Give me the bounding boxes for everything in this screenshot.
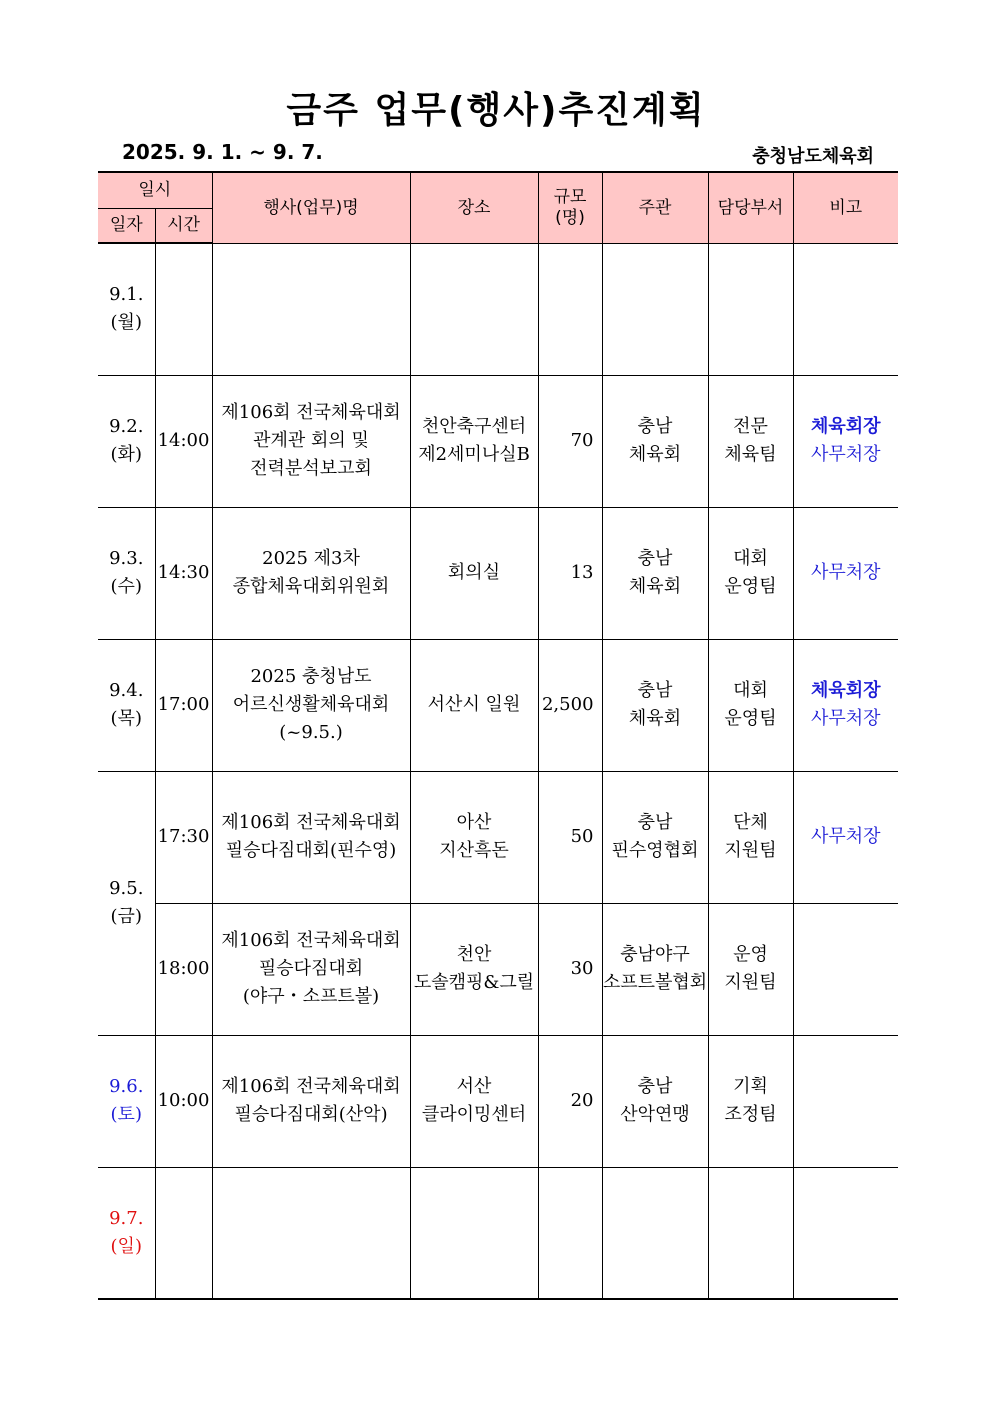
note-cell: 사무처장 — [793, 771, 898, 903]
note-cell: 사무처장 — [793, 507, 898, 639]
table-row — [98, 243, 898, 375]
place-cell: 서산시 일원 — [410, 639, 538, 771]
scale-cell: 30 — [538, 903, 602, 1035]
page-title: 금주 업무(행사)추진계획 — [286, 90, 706, 131]
dept-cell: 전문 체육팀 — [708, 375, 793, 507]
header-dept: 담당부서 — [708, 172, 793, 243]
header-datetime: 일시 — [98, 172, 212, 208]
time-cell: 17:00 — [155, 639, 212, 771]
table-row — [98, 375, 898, 507]
place-cell: 회의실 — [410, 507, 538, 639]
host-cell: 충남야구 소프트볼협회 — [602, 903, 708, 1035]
dept-cell: 기획 조정팀 — [708, 1035, 793, 1167]
time-cell — [155, 243, 212, 375]
time-cell: 14:00 — [155, 375, 212, 507]
dept-cell — [708, 243, 793, 375]
note-cell — [793, 243, 898, 375]
event-cell: 제106회 전국체육대회 필승다짐대회 (야구・소프트볼) — [212, 903, 410, 1035]
header-place: 장소 — [410, 172, 538, 243]
date-cell: 9.3. (수) — [98, 507, 155, 639]
host-cell — [602, 243, 708, 375]
note-cell — [793, 903, 898, 1035]
header-note: 비고 — [793, 172, 898, 243]
time-cell — [155, 1167, 212, 1299]
event-cell — [212, 243, 410, 375]
table-row — [98, 507, 898, 639]
scale-cell: 70 — [538, 375, 602, 507]
place-cell — [410, 1167, 538, 1299]
header-time: 시간 — [155, 208, 212, 243]
date-cell: 9.6. (토) — [98, 1035, 155, 1167]
scale-cell: 50 — [538, 771, 602, 903]
host-cell: 충남 핀수영협회 — [602, 771, 708, 903]
table-row — [98, 1167, 898, 1299]
header-event: 행사(업무)명 — [212, 172, 410, 243]
time-cell: 17:30 — [155, 771, 212, 903]
event-cell: 제106회 전국체육대회 필승다짐대회(산악) — [212, 1035, 410, 1167]
host-cell: 충남 산악연맹 — [602, 1035, 708, 1167]
note-cell: 체육회장 사무처장 — [793, 639, 898, 771]
place-cell: 천안 도솔캠핑&그릴 — [410, 903, 538, 1035]
time-cell: 10:00 — [155, 1035, 212, 1167]
header-host: 주관 — [602, 172, 708, 243]
event-cell — [212, 1167, 410, 1299]
date-cell: 9.2. (화) — [98, 375, 155, 507]
dept-cell: 단체 지원팀 — [708, 771, 793, 903]
table-row — [98, 771, 898, 903]
header-scale: 규모 (명) — [538, 172, 602, 243]
organization: 충청남도체육회 — [752, 146, 874, 167]
scale-cell — [538, 243, 602, 375]
event-cell: 2025 제3차 종합체육대회위원회 — [212, 507, 410, 639]
scale-cell: 2,500 — [538, 639, 602, 771]
table-row — [98, 1035, 898, 1167]
place-cell: 아산 지산흑돈 — [410, 771, 538, 903]
time-cell: 18:00 — [155, 903, 212, 1035]
header-date: 일자 — [98, 208, 155, 243]
event-cell: 제106회 전국체육대회 필승다짐대회(핀수영) — [212, 771, 410, 903]
date-cell: 9.4. (목) — [98, 639, 155, 771]
place-cell: 천안축구센터 제2세미나실B — [410, 375, 538, 507]
scale-cell: 20 — [538, 1035, 602, 1167]
place-cell — [410, 243, 538, 375]
dept-cell: 대회 운영팀 — [708, 507, 793, 639]
host-cell: 충남 체육회 — [602, 507, 708, 639]
dept-cell: 대회 운영팀 — [708, 639, 793, 771]
dept-cell — [708, 1167, 793, 1299]
table-row — [98, 903, 898, 1035]
place-cell: 서산 클라이밍센터 — [410, 1035, 538, 1167]
date-cell: 9.5. (금) — [98, 771, 155, 1035]
note-cell — [793, 1167, 898, 1299]
host-cell: 충남 체육회 — [602, 639, 708, 771]
note-cell — [793, 1035, 898, 1167]
period: 2025. 9. 1. ~ 9. 7. — [122, 140, 323, 164]
host-cell: 충남 체육회 — [602, 375, 708, 507]
table-row — [98, 639, 898, 771]
event-cell: 제106회 전국체육대회 관계관 회의 및 전력분석보고회 — [212, 375, 410, 507]
scale-cell — [538, 1167, 602, 1299]
dept-cell: 운영 지원팀 — [708, 903, 793, 1035]
date-cell: 9.1. (월) — [98, 243, 155, 375]
time-cell: 14:30 — [155, 507, 212, 639]
event-cell: 2025 충청남도 어르신생활체육대회 (~9.5.) — [212, 639, 410, 771]
host-cell — [602, 1167, 708, 1299]
schedule-table — [98, 171, 898, 1300]
date-cell: 9.7. (일) — [98, 1167, 155, 1299]
scale-cell: 13 — [538, 507, 602, 639]
note-cell: 체육회장 사무처장 — [793, 375, 898, 507]
